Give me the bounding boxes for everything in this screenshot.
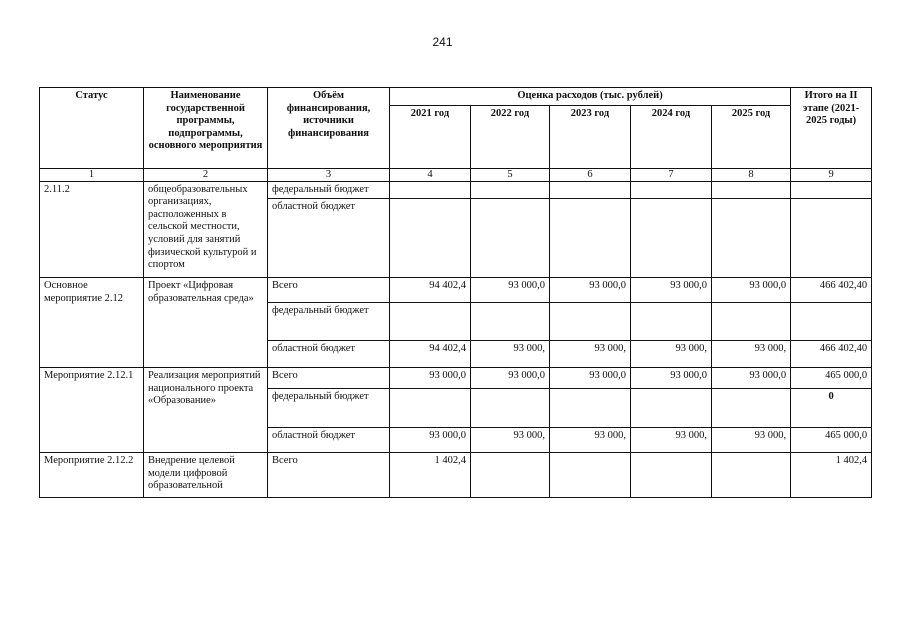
column-number: 7 [631,168,712,181]
header-year: 2025 год [712,105,791,168]
value-cell: 93 000,0 [631,368,712,389]
value-cell: 93 000, [471,341,550,368]
value-cell [471,303,550,341]
value-cell: 93 000,0 [471,278,550,303]
value-cell [390,389,471,428]
value-cell [390,181,471,199]
total-cell: 0 [791,389,872,428]
value-cell: 93 000, [471,428,550,453]
table-row [40,453,872,498]
value-cell: 93 000, [550,341,631,368]
value-cell [550,199,631,278]
value-cell: 93 000,0 [712,368,791,389]
total-cell [791,303,872,341]
value-cell [550,453,631,498]
value-cell [471,453,550,498]
value-cell [390,303,471,341]
funding-source-cell: областной бюджет [268,199,390,278]
value-cell: 93 000, [631,341,712,368]
value-cell [712,181,791,199]
value-cell [471,181,550,199]
value-cell: 93 000, [712,428,791,453]
header-row-1 [40,88,872,106]
value-cell: 94 402,4 [390,278,471,303]
header-status: Статус [40,88,144,169]
header-year: 2021 год [390,105,471,168]
total-cell [791,199,872,278]
status-cell: 2.11.2 [40,181,144,278]
value-cell [471,199,550,278]
value-cell [631,181,712,199]
program-name-cell: Проект «Цифровая образовательная среда» [144,278,268,368]
value-cell: 93 000,0 [390,368,471,389]
expenses-table [39,87,872,498]
header-total: Итого на II этапе (2021-2025 годы) [791,88,872,169]
value-cell [631,303,712,341]
funding-source-cell: Всего [268,453,390,498]
page-number: 241 [432,35,453,49]
value-cell [712,389,791,428]
total-cell [791,181,872,199]
status-cell: Основное мероприятие 2.12 [40,278,144,368]
column-number: 9 [791,168,872,181]
value-cell: 93 000,0 [471,368,550,389]
table-row [40,278,872,303]
total-cell: 1 402,4 [791,453,872,498]
value-cell: 93 000, [712,341,791,368]
program-name-cell: общеобразовательных организациях, расположенных в сельской местности, условий для занятий физической культурой и спортом [144,181,268,278]
value-cell: 93 000,0 [712,278,791,303]
value-cell [631,199,712,278]
funding-source-cell: Всего [268,368,390,389]
value-cell: 93 000,0 [550,368,631,389]
column-number: 4 [390,168,471,181]
header-year: 2022 год [471,105,550,168]
value-cell: 94 402,4 [390,341,471,368]
total-cell: 465 000,0 [791,368,872,389]
column-number: 2 [144,168,268,181]
value-cell [631,389,712,428]
funding-source-cell: федеральный бюджет [268,303,390,341]
header-year: 2023 год [550,105,631,168]
column-number: 1 [40,168,144,181]
status-cell: Мероприятие 2.12.1 [40,368,144,453]
column-number: 8 [712,168,791,181]
value-cell [631,453,712,498]
value-cell: 93 000, [631,428,712,453]
program-name-cell: Внедрение целевой модели цифровой образовательной [144,453,268,498]
value-cell [712,199,791,278]
header-year: 2024 год [631,105,712,168]
total-cell: 465 000,0 [791,428,872,453]
value-cell: 1 402,4 [390,453,471,498]
total-cell: 466 402,40 [791,278,872,303]
table-row [40,181,872,199]
funding-source-cell: Всего [268,278,390,303]
value-cell [550,303,631,341]
header-funding: Объём финансирования, источники финансирования [268,88,390,169]
funding-source-cell: федеральный бюджет [268,181,390,199]
funding-source-cell: областной бюджет [268,428,390,453]
header-estimate: Оценка расходов (тыс. рублей) [390,88,791,106]
status-cell: Мероприятие 2.12.2 [40,453,144,498]
value-cell [471,389,550,428]
funding-source-cell: федеральный бюджет [268,389,390,428]
value-cell: 93 000, [550,428,631,453]
column-number: 3 [268,168,390,181]
value-cell [550,181,631,199]
total-cell: 466 402,40 [791,341,872,368]
value-cell: 93 000,0 [550,278,631,303]
value-cell: 93 000,0 [631,278,712,303]
value-cell [712,303,791,341]
column-numbers-row [40,168,872,181]
funding-source-cell: областной бюджет [268,341,390,368]
value-cell [390,199,471,278]
value-cell: 93 000,0 [390,428,471,453]
header-program-name: Наименование государственной программы, подпрограммы, основного мероприятия [144,88,268,169]
value-cell [712,453,791,498]
value-cell [550,389,631,428]
column-number: 6 [550,168,631,181]
column-number: 5 [471,168,550,181]
table-row [40,368,872,389]
program-name-cell: Реализация мероприятий национального проекта «Образование» [144,368,268,453]
